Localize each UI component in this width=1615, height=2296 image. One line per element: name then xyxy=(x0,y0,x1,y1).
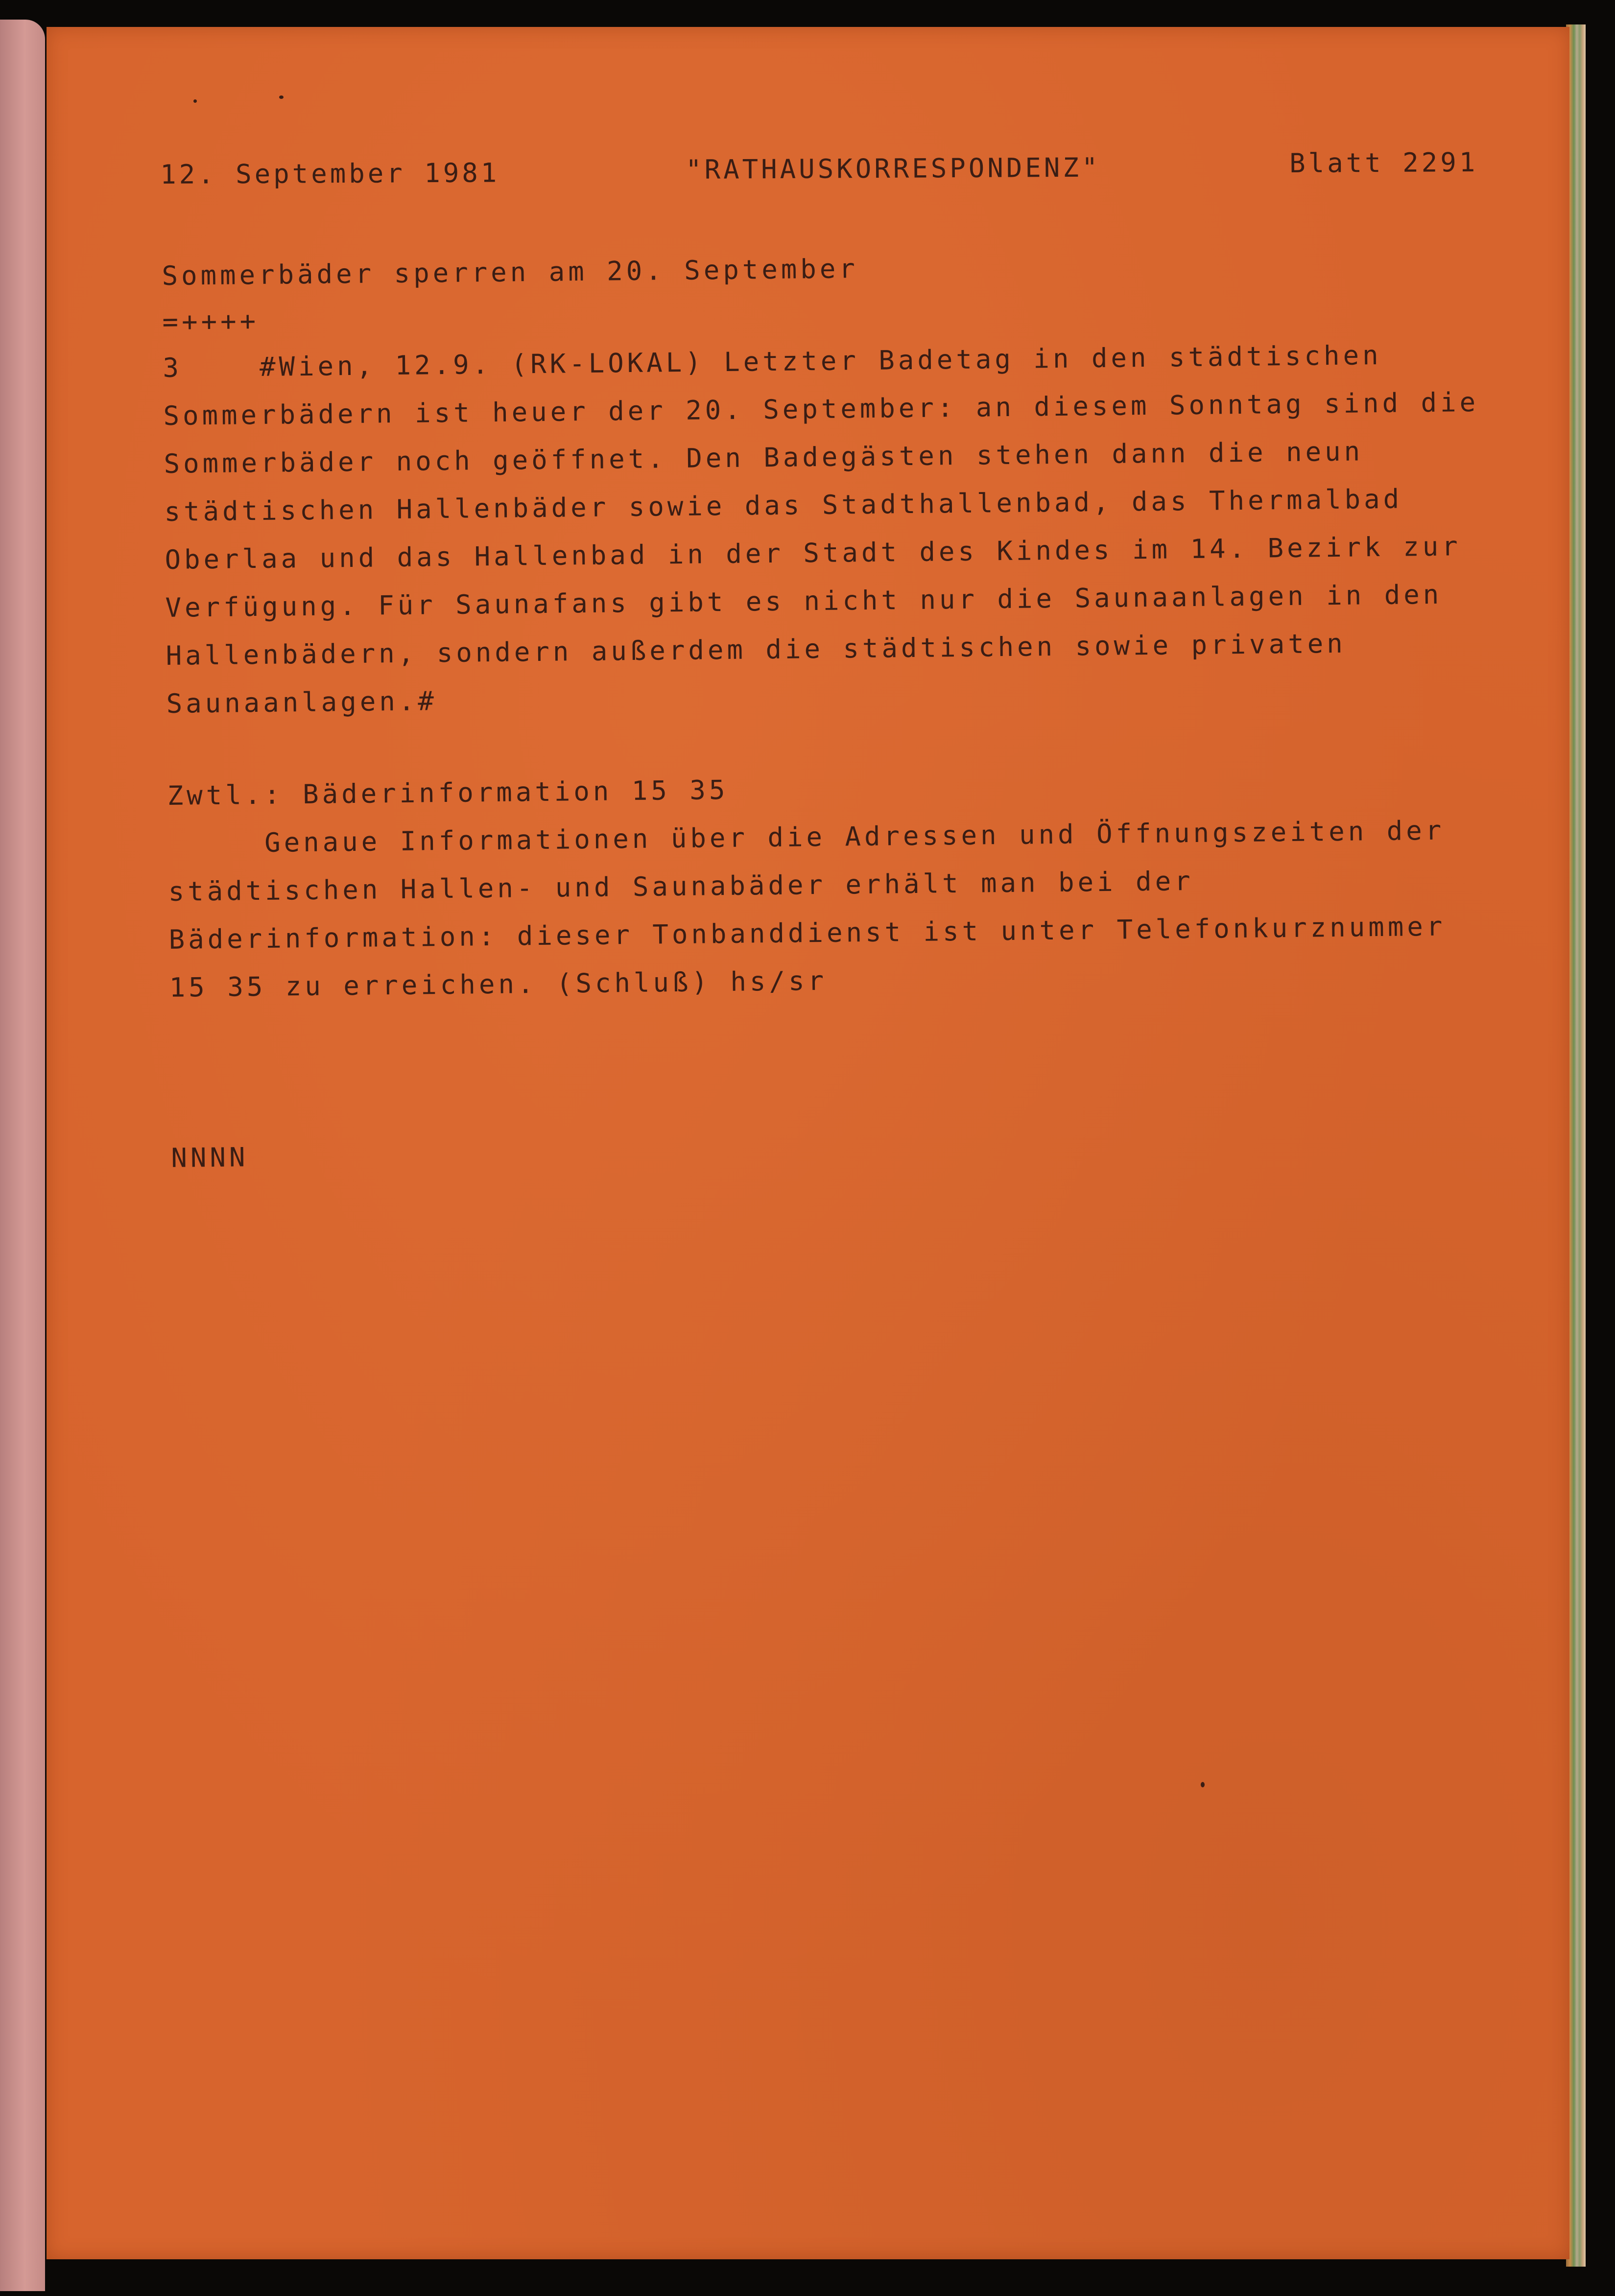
sub-line: 15 35 zu erreichen. (Schluß) hs/sr xyxy=(169,965,828,1003)
body-line: städtischen Hallenbäder sowie das Stadthallenbad, das Thermalbad xyxy=(164,483,1403,527)
header-date: 12. September 1981 xyxy=(160,157,500,190)
typewritten-page xyxy=(47,27,1569,2259)
body-line: Sommerbäder noch geöffnet. Den Badegästen stehen dann die neun xyxy=(164,436,1364,479)
ink-speck xyxy=(193,99,197,103)
body-line: Oberlaa und das Hallenbad in der Stadt des Kindes im 14. Bezirk zur xyxy=(165,531,1462,575)
article-title: Sommerbäder sperren am 20. September xyxy=(162,253,859,291)
article-marker: =++++ xyxy=(162,305,260,337)
body-line: Saunaanlagen.# xyxy=(166,685,438,719)
ink-speck xyxy=(279,95,284,99)
body-line: Hallenbädern, sondern außerdem die städtischen sowie privaten xyxy=(166,628,1346,671)
header-publication: "RATHAUSKORRESPONDENZ" xyxy=(685,152,1101,185)
header-sheet-number: Blatt 2291 xyxy=(1289,146,1478,179)
body-line: 3 #Wien, 12.9. (RK-LOKAL) Letzter Badetag in den städtischen xyxy=(163,339,1382,383)
body-line: Verfügung. Für Saunafans gibt es nicht nur die Saunaanlagen in den xyxy=(165,579,1443,623)
sub-line: Genaue Informationen über die Adressen und Öffnungszeiten der xyxy=(167,815,1445,859)
end-marker: NNNN xyxy=(171,1142,249,1173)
body-line: Sommerbädern ist heuer der 20. September: an diesem Sonntag sind die xyxy=(163,386,1479,431)
sub-line: städtischen Hallen- und Saunabäder erhält man bei der xyxy=(168,866,1194,907)
facing-page-edge xyxy=(0,20,45,2291)
subheading: Zwtl.: Bäderinformation 15 35 xyxy=(167,774,729,811)
ink-speck xyxy=(1201,1782,1205,1787)
sub-line: Bäderinformation: dieser Tonbanddienst ist unter Telefonkurznummer xyxy=(168,911,1446,955)
article-text xyxy=(162,237,1591,1182)
